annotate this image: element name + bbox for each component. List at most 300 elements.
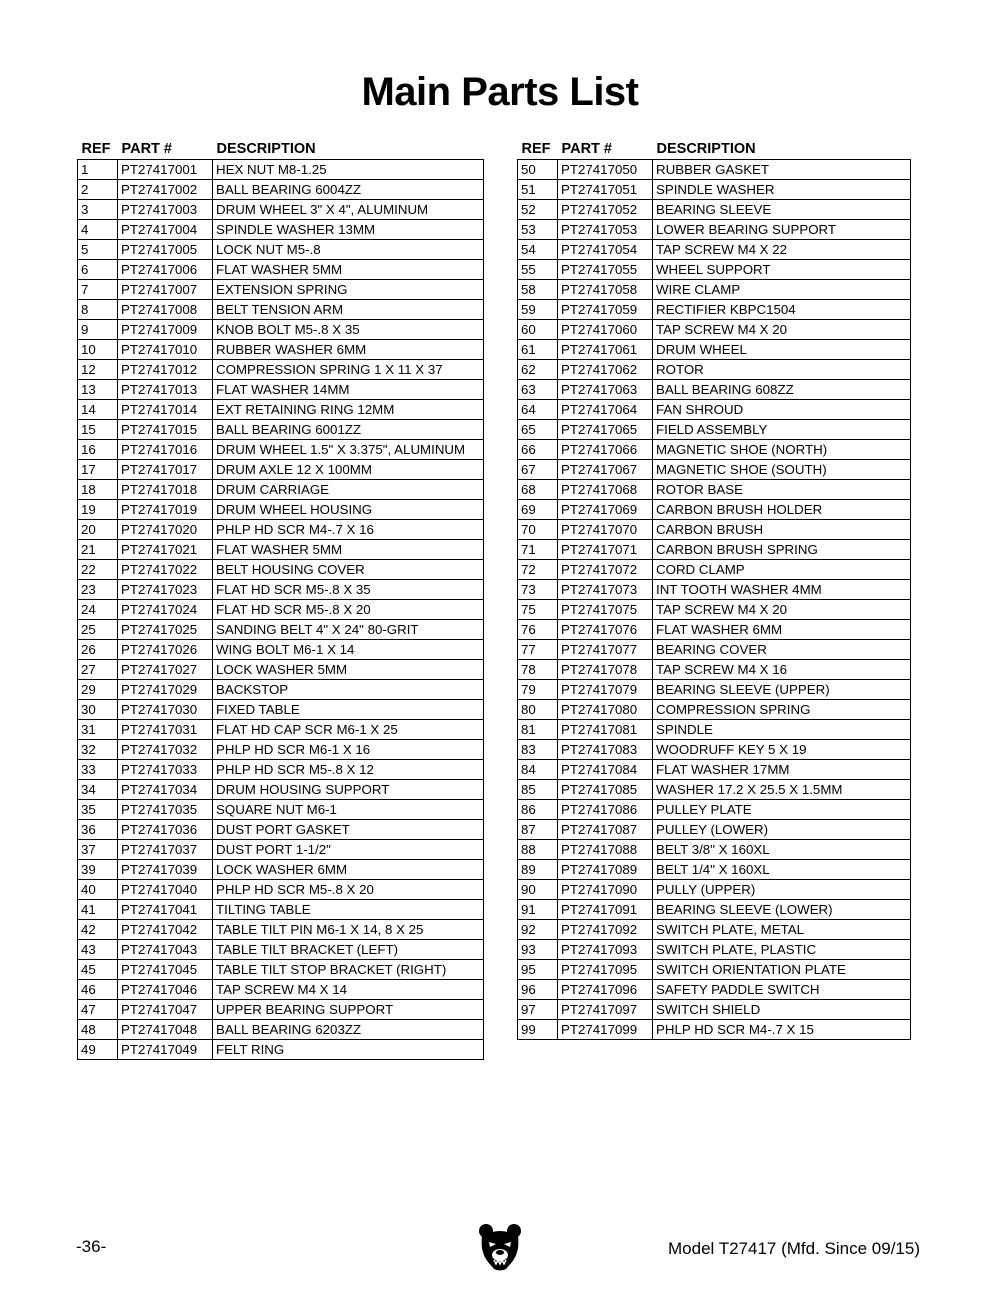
part-number-cell: PT27417087 — [558, 820, 653, 840]
description-cell: BEARING SLEEVE (LOWER) — [653, 900, 911, 920]
grizzly-bear-icon — [478, 1222, 522, 1272]
ref-cell: 59 — [518, 300, 558, 320]
part-number-cell: PT27417010 — [118, 340, 213, 360]
ref-cell: 43 — [78, 940, 118, 960]
part-number-cell: PT27417017 — [118, 460, 213, 480]
table-row — [518, 260, 911, 280]
part-number-header: PART # — [561, 140, 612, 157]
description-cell: BACKSTOP — [213, 680, 484, 700]
description-cell: SQUARE NUT M6-1 — [213, 800, 484, 820]
ref-cell: 8 — [78, 300, 118, 320]
part-number-cell: PT27417026 — [118, 640, 213, 660]
part-number-cell: PT27417052 — [558, 200, 653, 220]
part-number-cell: PT27417001 — [118, 160, 213, 180]
table-row — [78, 1040, 484, 1060]
description-cell: BALL BEARING 6203ZZ — [213, 1020, 484, 1040]
table-row — [78, 940, 484, 960]
table-row — [518, 640, 911, 660]
part-number-cell: PT27417055 — [558, 260, 653, 280]
ref-cell: 31 — [78, 720, 118, 740]
ref-cell: 41 — [78, 900, 118, 920]
ref-cell: 7 — [78, 280, 118, 300]
table-row — [518, 600, 911, 620]
description-cell: HEX NUT M8-1.25 — [213, 160, 484, 180]
ref-cell: 25 — [78, 620, 118, 640]
part-number-cell: PT27417019 — [118, 500, 213, 520]
part-number-cell: PT27417046 — [118, 980, 213, 1000]
part-number-cell: PT27417002 — [118, 180, 213, 200]
ref-cell: 61 — [518, 340, 558, 360]
table-row — [78, 520, 484, 540]
part-number-header: PART # — [121, 140, 172, 157]
description-cell: BEARING SLEEVE — [653, 200, 911, 220]
table-row — [78, 540, 484, 560]
ref-cell: 83 — [518, 740, 558, 760]
description-cell: DRUM AXLE 12 X 100MM — [213, 460, 484, 480]
table-row — [518, 360, 911, 380]
ref-cell: 18 — [78, 480, 118, 500]
ref-cell: 63 — [518, 380, 558, 400]
table-row — [78, 900, 484, 920]
parts-table-right — [517, 138, 911, 1040]
description-cell: RECTIFIER KBPC1504 — [653, 300, 911, 320]
description-cell: COMPRESSION SPRING — [653, 700, 911, 720]
ref-cell: 86 — [518, 800, 558, 820]
table-row — [78, 820, 484, 840]
table-row — [518, 520, 911, 540]
table-row — [78, 380, 484, 400]
table-row — [518, 580, 911, 600]
description-cell: TILTING TABLE — [213, 900, 484, 920]
description-cell: SWITCH SHIELD — [653, 1000, 911, 1020]
table-row — [518, 420, 911, 440]
description-cell: SWITCH PLATE, PLASTIC — [653, 940, 911, 960]
table-row — [78, 260, 484, 280]
description-cell: ROTOR — [653, 360, 911, 380]
part-number-cell: PT27417039 — [118, 860, 213, 880]
table-header-row — [78, 138, 484, 160]
ref-cell: 39 — [78, 860, 118, 880]
part-number-cell: PT27417096 — [558, 980, 653, 1000]
ref-cell: 84 — [518, 760, 558, 780]
part-number-cell: PT27417031 — [118, 720, 213, 740]
part-number-cell: PT27417024 — [118, 600, 213, 620]
table-row — [518, 800, 911, 820]
part-number-cell: PT27417073 — [558, 580, 653, 600]
table-row — [518, 960, 911, 980]
table-row — [78, 860, 484, 880]
table-row — [518, 500, 911, 520]
ref-cell: 68 — [518, 480, 558, 500]
ref-cell: 95 — [518, 960, 558, 980]
part-number-cell: PT27417014 — [118, 400, 213, 420]
table-row — [518, 220, 911, 240]
part-number-cell: PT27417033 — [118, 760, 213, 780]
ref-cell: 40 — [78, 880, 118, 900]
ref-cell: 51 — [518, 180, 558, 200]
ref-cell: 35 — [78, 800, 118, 820]
table-row — [518, 440, 911, 460]
ref-cell: 73 — [518, 580, 558, 600]
page-number: -36- — [76, 1237, 107, 1256]
part-number-cell: PT27417003 — [118, 200, 213, 220]
table-row — [518, 780, 911, 800]
ref-cell: 16 — [78, 440, 118, 460]
description-cell: PHLP HD SCR M5-.8 X 20 — [213, 880, 484, 900]
part-number-cell: PT27417012 — [118, 360, 213, 380]
description-cell: FLAT HD SCR M5-.8 X 35 — [213, 580, 484, 600]
ref-cell: 64 — [518, 400, 558, 420]
ref-cell: 13 — [78, 380, 118, 400]
table-row — [518, 720, 911, 740]
part-number-cell: PT27417099 — [558, 1020, 653, 1040]
ref-cell: 50 — [518, 160, 558, 180]
description-cell: CARBON BRUSH HOLDER — [653, 500, 911, 520]
ref-cell: 24 — [78, 600, 118, 620]
description-cell: DRUM WHEEL HOUSING — [213, 500, 484, 520]
table-row — [518, 760, 911, 780]
description-cell: PHLP HD SCR M5-.8 X 12 — [213, 760, 484, 780]
table-row — [78, 440, 484, 460]
description-cell: CARBON BRUSH SPRING — [653, 540, 911, 560]
table-row — [518, 1000, 911, 1020]
part-number-cell: PT27417009 — [118, 320, 213, 340]
part-number-cell: PT27417020 — [118, 520, 213, 540]
table-row — [78, 920, 484, 940]
ref-cell: 26 — [78, 640, 118, 660]
ref-cell: 33 — [78, 760, 118, 780]
part-number-cell: PT27417004 — [118, 220, 213, 240]
part-number-cell: PT27417065 — [558, 420, 653, 440]
part-number-cell: PT27417045 — [118, 960, 213, 980]
description-cell: SWITCH ORIENTATION PLATE — [653, 960, 911, 980]
table-row — [518, 940, 911, 960]
description-cell: BELT 3/8" X 160XL — [653, 840, 911, 860]
table-row — [78, 460, 484, 480]
description-cell: WHEEL SUPPORT — [653, 260, 911, 280]
ref-cell: 9 — [78, 320, 118, 340]
description-cell: MAGNETIC SHOE (NORTH) — [653, 440, 911, 460]
table-row — [78, 780, 484, 800]
description-cell: WIRE CLAMP — [653, 280, 911, 300]
table-row — [78, 980, 484, 1000]
table-row — [78, 640, 484, 660]
ref-cell: 65 — [518, 420, 558, 440]
part-number-cell: PT27417095 — [558, 960, 653, 980]
ref-cell: 53 — [518, 220, 558, 240]
table-row — [78, 800, 484, 820]
part-number-cell: PT27417051 — [558, 180, 653, 200]
table-row — [518, 980, 911, 1000]
description-cell: LOCK NUT M5-.8 — [213, 240, 484, 260]
table-row — [518, 200, 911, 220]
ref-cell: 70 — [518, 520, 558, 540]
table-row — [78, 320, 484, 340]
table-row — [518, 700, 911, 720]
ref-cell: 6 — [78, 260, 118, 280]
description-cell: SPINDLE — [653, 720, 911, 740]
description-cell: FLAT WASHER 6MM — [653, 620, 911, 640]
part-number-cell: PT27417093 — [558, 940, 653, 960]
description-cell: FLAT WASHER 17MM — [653, 760, 911, 780]
description-cell: EXT RETAINING RING 12MM — [213, 400, 484, 420]
description-cell: FLAT HD CAP SCR M6-1 X 25 — [213, 720, 484, 740]
description-cell: PULLY (UPPER) — [653, 880, 911, 900]
table-row — [78, 680, 484, 700]
description-cell: SANDING BELT 4" X 24" 80-GRIT — [213, 620, 484, 640]
table-row — [78, 400, 484, 420]
part-number-cell: PT27417025 — [118, 620, 213, 640]
part-number-cell: PT27417036 — [118, 820, 213, 840]
part-number-cell: PT27417068 — [558, 480, 653, 500]
description-cell: DUST PORT GASKET — [213, 820, 484, 840]
part-number-cell: PT27417084 — [558, 760, 653, 780]
ref-cell: 72 — [518, 560, 558, 580]
part-number-cell: PT27417054 — [558, 240, 653, 260]
description-cell: WOODRUFF KEY 5 X 19 — [653, 740, 911, 760]
description-cell: BELT TENSION ARM — [213, 300, 484, 320]
part-number-cell: PT27417030 — [118, 700, 213, 720]
part-number-cell: PT27417059 — [558, 300, 653, 320]
parts-table-left — [77, 138, 484, 1060]
ref-cell: 14 — [78, 400, 118, 420]
description-cell: PHLP HD SCR M6-1 X 16 — [213, 740, 484, 760]
description-cell: DRUM WHEEL 3" X 4", ALUMINUM — [213, 200, 484, 220]
description-cell: SPINDLE WASHER — [653, 180, 911, 200]
description-cell: BEARING COVER — [653, 640, 911, 660]
description-cell: SPINDLE WASHER 13MM — [213, 220, 484, 240]
description-cell: UPPER BEARING SUPPORT — [213, 1000, 484, 1020]
part-number-cell: PT27417090 — [558, 880, 653, 900]
part-number-cell: PT27417064 — [558, 400, 653, 420]
part-number-cell: PT27417035 — [118, 800, 213, 820]
part-number-cell: PT27417066 — [558, 440, 653, 460]
description-cell: TAP SCREW M4 X 20 — [653, 320, 911, 340]
ref-cell: 2 — [78, 180, 118, 200]
ref-cell: 4 — [78, 220, 118, 240]
ref-cell: 30 — [78, 700, 118, 720]
table-row — [78, 360, 484, 380]
part-number-cell: PT27417006 — [118, 260, 213, 280]
description-cell: FELT RING — [213, 1040, 484, 1060]
table-row — [518, 900, 911, 920]
part-number-cell: PT27417092 — [558, 920, 653, 940]
description-cell: DRUM WHEEL 1.5" X 3.375", ALUMINUM — [213, 440, 484, 460]
description-header: DESCRIPTION — [656, 140, 756, 157]
description-cell: ROTOR BASE — [653, 480, 911, 500]
ref-cell: 78 — [518, 660, 558, 680]
description-cell: TABLE TILT PIN M6-1 X 14, 8 X 25 — [213, 920, 484, 940]
description-cell: TAP SCREW M4 X 22 — [653, 240, 911, 260]
description-cell: SWITCH PLATE, METAL — [653, 920, 911, 940]
table-row — [518, 400, 911, 420]
part-number-cell: PT27417062 — [558, 360, 653, 380]
ref-header: REF — [81, 140, 111, 157]
table-row — [78, 960, 484, 980]
ref-cell: 15 — [78, 420, 118, 440]
description-cell: FLAT WASHER 14MM — [213, 380, 484, 400]
table-row — [78, 180, 484, 200]
table-row — [518, 380, 911, 400]
description-cell: DUST PORT 1-1/2" — [213, 840, 484, 860]
part-number-cell: PT27417078 — [558, 660, 653, 680]
ref-cell: 58 — [518, 280, 558, 300]
description-cell: TAP SCREW M4 X 16 — [653, 660, 911, 680]
part-number-cell: PT27417005 — [118, 240, 213, 260]
table-row — [518, 540, 911, 560]
table-row — [518, 840, 911, 860]
description-cell: PULLEY PLATE — [653, 800, 911, 820]
part-number-cell: PT27417071 — [558, 540, 653, 560]
part-number-cell: PT27417013 — [118, 380, 213, 400]
ref-cell: 77 — [518, 640, 558, 660]
table-row — [78, 660, 484, 680]
part-number-cell: PT27417083 — [558, 740, 653, 760]
ref-cell: 85 — [518, 780, 558, 800]
table-row — [518, 180, 911, 200]
description-cell: TAP SCREW M4 X 14 — [213, 980, 484, 1000]
table-row — [78, 1020, 484, 1040]
description-cell: FIELD ASSEMBLY — [653, 420, 911, 440]
ref-cell: 60 — [518, 320, 558, 340]
part-number-cell: PT27417041 — [118, 900, 213, 920]
table-row — [518, 660, 911, 680]
description-cell: CARBON BRUSH — [653, 520, 911, 540]
table-row — [78, 700, 484, 720]
table-row — [78, 880, 484, 900]
page-title: Main Parts List — [361, 70, 639, 114]
ref-cell: 12 — [78, 360, 118, 380]
table-row — [78, 220, 484, 240]
ref-cell: 75 — [518, 600, 558, 620]
table-row — [78, 760, 484, 780]
ref-cell: 5 — [78, 240, 118, 260]
description-cell: TAP SCREW M4 X 20 — [653, 600, 911, 620]
ref-cell: 62 — [518, 360, 558, 380]
ref-cell: 45 — [78, 960, 118, 980]
ref-cell: 88 — [518, 840, 558, 860]
part-number-cell: PT27417079 — [558, 680, 653, 700]
part-number-cell: PT27417043 — [118, 940, 213, 960]
description-cell: RUBBER GASKET — [653, 160, 911, 180]
table-row — [518, 160, 911, 180]
part-number-cell: PT27417022 — [118, 560, 213, 580]
part-number-cell: PT27417034 — [118, 780, 213, 800]
table-row — [518, 460, 911, 480]
part-number-cell: PT27417069 — [558, 500, 653, 520]
description-cell: BALL BEARING 6001ZZ — [213, 420, 484, 440]
part-number-cell: PT27417008 — [118, 300, 213, 320]
ref-cell: 92 — [518, 920, 558, 940]
part-number-cell: PT27417080 — [558, 700, 653, 720]
table-row — [518, 320, 911, 340]
part-number-cell: PT27417086 — [558, 800, 653, 820]
description-cell: FLAT HD SCR M5-.8 X 20 — [213, 600, 484, 620]
description-cell: BELT HOUSING COVER — [213, 560, 484, 580]
description-cell: FLAT WASHER 5MM — [213, 260, 484, 280]
table-row — [78, 620, 484, 640]
ref-cell: 87 — [518, 820, 558, 840]
part-number-cell: PT27417050 — [558, 160, 653, 180]
part-number-cell: PT27417085 — [558, 780, 653, 800]
table-row — [78, 600, 484, 620]
ref-cell: 1 — [78, 160, 118, 180]
description-cell: BALL BEARING 6004ZZ — [213, 180, 484, 200]
description-cell: INT TOOTH WASHER 4MM — [653, 580, 911, 600]
part-number-cell: PT27417021 — [118, 540, 213, 560]
part-number-cell: PT27417063 — [558, 380, 653, 400]
description-cell: DRUM HOUSING SUPPORT — [213, 780, 484, 800]
description-cell: WASHER 17.2 X 25.5 X 1.5MM — [653, 780, 911, 800]
ref-cell: 69 — [518, 500, 558, 520]
description-cell: EXTENSION SPRING — [213, 280, 484, 300]
ref-cell: 21 — [78, 540, 118, 560]
part-number-cell: PT27417048 — [118, 1020, 213, 1040]
description-cell: SAFETY PADDLE SWITCH — [653, 980, 911, 1000]
part-number-cell: PT27417032 — [118, 740, 213, 760]
table-row — [78, 500, 484, 520]
description-cell: TABLE TILT BRACKET (LEFT) — [213, 940, 484, 960]
ref-cell: 66 — [518, 440, 558, 460]
description-cell: DRUM WHEEL — [653, 340, 911, 360]
description-cell: FIXED TABLE — [213, 700, 484, 720]
ref-cell: 10 — [78, 340, 118, 360]
table-row — [78, 240, 484, 260]
ref-cell: 49 — [78, 1040, 118, 1060]
table-row — [518, 240, 911, 260]
table-row — [518, 820, 911, 840]
part-number-cell: PT27417091 — [558, 900, 653, 920]
description-header: DESCRIPTION — [216, 140, 316, 157]
description-cell: FAN SHROUD — [653, 400, 911, 420]
description-cell: WING BOLT M6-1 X 14 — [213, 640, 484, 660]
table-row — [518, 340, 911, 360]
part-number-cell: PT27417058 — [558, 280, 653, 300]
description-cell: KNOB BOLT M5-.8 X 35 — [213, 320, 484, 340]
part-number-cell: PT27417042 — [118, 920, 213, 940]
ref-cell: 17 — [78, 460, 118, 480]
part-number-cell: PT27417047 — [118, 1000, 213, 1020]
part-number-cell: PT27417067 — [558, 460, 653, 480]
table-row — [78, 840, 484, 860]
ref-cell: 96 — [518, 980, 558, 1000]
description-cell: BELT 1/4" X 160XL — [653, 860, 911, 880]
part-number-cell: PT27417089 — [558, 860, 653, 880]
part-number-cell: PT27417070 — [558, 520, 653, 540]
ref-cell: 47 — [78, 1000, 118, 1020]
description-cell: PHLP HD SCR M4-.7 X 15 — [653, 1020, 911, 1040]
part-number-cell: PT27417016 — [118, 440, 213, 460]
ref-cell: 36 — [78, 820, 118, 840]
ref-cell: 27 — [78, 660, 118, 680]
table-row — [518, 860, 911, 880]
table-row — [78, 160, 484, 180]
description-cell: BEARING SLEEVE (UPPER) — [653, 680, 911, 700]
part-number-cell: PT27417023 — [118, 580, 213, 600]
part-number-cell: PT27417076 — [558, 620, 653, 640]
ref-cell: 37 — [78, 840, 118, 860]
part-number-cell: PT27417097 — [558, 1000, 653, 1020]
description-cell: DRUM CARRIAGE — [213, 480, 484, 500]
ref-cell: 89 — [518, 860, 558, 880]
table-row — [518, 300, 911, 320]
ref-cell: 29 — [78, 680, 118, 700]
description-cell: CORD CLAMP — [653, 560, 911, 580]
description-cell: PULLEY (LOWER) — [653, 820, 911, 840]
part-number-cell: PT27417060 — [558, 320, 653, 340]
description-cell: MAGNETIC SHOE (SOUTH) — [653, 460, 911, 480]
table-row — [78, 340, 484, 360]
